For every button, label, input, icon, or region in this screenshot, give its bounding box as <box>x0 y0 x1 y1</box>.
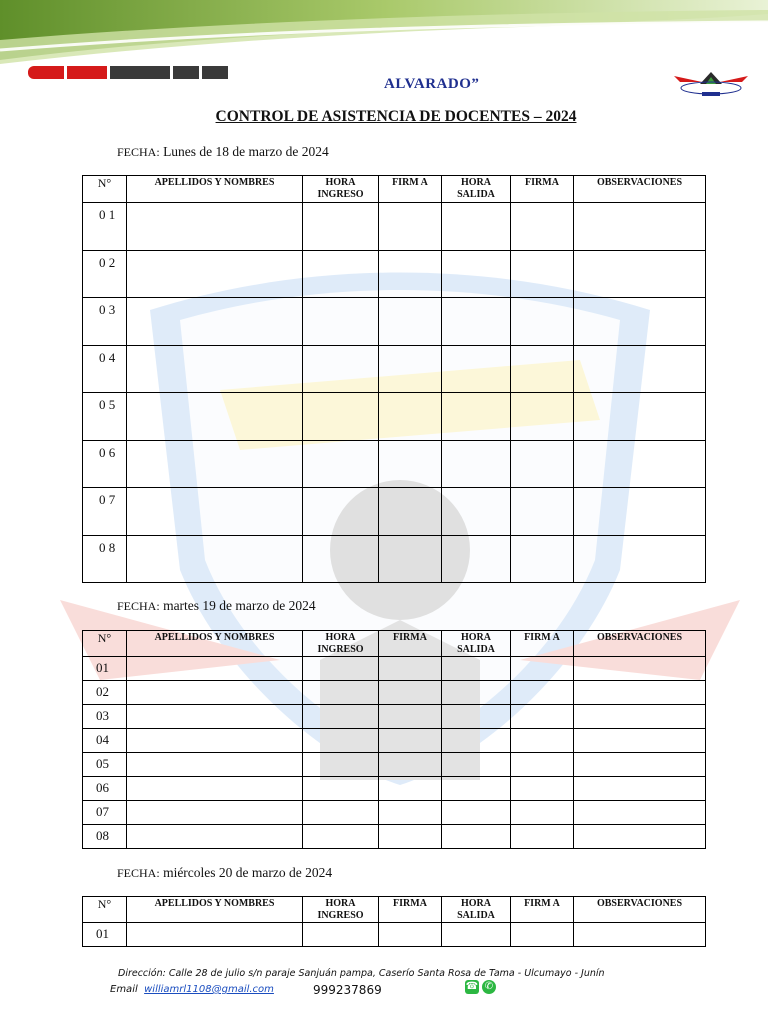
attendance-table-1 <box>82 175 706 583</box>
table-row <box>83 825 706 849</box>
row-number: 0 2 <box>83 250 127 298</box>
col-signature-in: FIRMA <box>379 897 442 923</box>
attendance-table-3 <box>82 896 706 947</box>
signature-out-cell[interactable] <box>511 488 574 536</box>
table-header-row <box>83 631 706 657</box>
row-number: 0 8 <box>83 535 127 583</box>
col-signature-in: FIRMA <box>379 631 442 657</box>
signature-in-cell[interactable] <box>379 488 442 536</box>
row-number: 0 1 <box>83 203 127 251</box>
check-in-cell[interactable] <box>303 705 379 729</box>
name-cell[interactable] <box>127 250 303 298</box>
table-row <box>83 488 706 536</box>
col-names: APELLIDOS Y NOMBRES <box>127 176 303 203</box>
col-number: N° <box>83 897 127 923</box>
signature-out-cell[interactable] <box>511 298 574 346</box>
email-link[interactable]: williamrl1108@gmail.com <box>144 984 274 995</box>
phone-icon: ☎ <box>465 981 479 992</box>
check-in-cell[interactable] <box>303 657 379 681</box>
table-row <box>83 801 706 825</box>
signature-out-cell[interactable] <box>511 801 574 825</box>
check-out-cell[interactable] <box>442 250 511 298</box>
check-in-cell[interactable] <box>303 488 379 536</box>
row-number: 08 <box>83 825 127 849</box>
fecha-label: FECHA: <box>117 599 160 613</box>
signature-out-cell[interactable] <box>511 705 574 729</box>
footer-phone: 999237869 <box>313 983 382 997</box>
fecha-line-1 <box>117 144 329 160</box>
signature-in-cell[interactable] <box>379 705 442 729</box>
signature-out-cell[interactable] <box>511 203 574 251</box>
table-row <box>83 777 706 801</box>
row-number: 0 5 <box>83 393 127 441</box>
table-row <box>83 923 706 947</box>
fecha-line-3 <box>117 865 332 881</box>
col-observations: OBSERVACIONES <box>574 631 706 657</box>
observations-cell[interactable] <box>574 681 706 705</box>
check-in-cell[interactable] <box>303 250 379 298</box>
check-in-cell[interactable] <box>303 825 379 849</box>
check-out-cell[interactable] <box>442 203 511 251</box>
signature-in-cell[interactable] <box>379 393 442 441</box>
name-cell[interactable] <box>127 825 303 849</box>
row-number: 0 6 <box>83 440 127 488</box>
footer-icons <box>465 980 496 994</box>
signature-out-cell[interactable] <box>511 535 574 583</box>
signature-out-cell[interactable] <box>511 825 574 849</box>
row-number: 04 <box>83 729 127 753</box>
observations-cell[interactable] <box>574 923 706 947</box>
table-row <box>83 657 706 681</box>
name-cell[interactable] <box>127 657 303 681</box>
row-number: 0 3 <box>83 298 127 346</box>
observations-cell[interactable] <box>574 657 706 681</box>
fecha-value: martes 19 de marzo de 2024 <box>163 598 316 613</box>
school-name: ALVARADO” <box>384 76 480 92</box>
check-in-cell[interactable] <box>303 535 379 583</box>
check-in-cell[interactable] <box>303 753 379 777</box>
name-cell[interactable] <box>127 729 303 753</box>
observations-cell[interactable] <box>574 801 706 825</box>
table-header-row <box>83 897 706 923</box>
check-out-cell[interactable] <box>442 488 511 536</box>
signature-out-cell[interactable] <box>511 440 574 488</box>
table-row <box>83 250 706 298</box>
observations-cell[interactable] <box>574 753 706 777</box>
table-row <box>83 729 706 753</box>
col-observations: OBSERVACIONES <box>574 176 706 203</box>
table-row <box>83 535 706 583</box>
check-out-cell[interactable] <box>442 729 511 753</box>
check-out-cell[interactable] <box>442 777 511 801</box>
signature-in-cell[interactable] <box>379 250 442 298</box>
col-signature-out: FIRM A <box>511 897 574 923</box>
footer-address: Dirección: Calle 28 de julio s/n paraje Sanjuán pampa, Caserío Santa Rosa de Tama - Ulcumayo - Junín <box>118 968 605 979</box>
signature-in-cell[interactable] <box>379 923 442 947</box>
row-number: 01 <box>83 923 127 947</box>
signature-out-cell[interactable] <box>511 777 574 801</box>
row-number: 0 4 <box>83 345 127 393</box>
email-label: Email <box>110 984 138 995</box>
name-cell[interactable] <box>127 923 303 947</box>
signature-in-cell[interactable] <box>379 657 442 681</box>
name-cell[interactable] <box>127 393 303 441</box>
fecha-label: FECHA: <box>117 866 160 880</box>
footer-email-line <box>110 984 274 995</box>
col-signature-out: FIRM A <box>511 631 574 657</box>
col-signature-in: FIRM A <box>379 176 442 203</box>
check-in-cell[interactable] <box>303 345 379 393</box>
row-number: 02 <box>83 681 127 705</box>
col-check-out: HORA SALIDA <box>442 897 511 923</box>
name-cell[interactable] <box>127 488 303 536</box>
table-row <box>83 345 706 393</box>
name-cell[interactable] <box>127 753 303 777</box>
check-out-cell[interactable] <box>442 298 511 346</box>
signature-out-cell[interactable] <box>511 345 574 393</box>
col-number: N° <box>83 176 127 203</box>
document-title: CONTROL DE ASISTENCIA DE DOCENTES – 2024 <box>215 108 577 125</box>
observations-cell[interactable] <box>574 250 706 298</box>
col-check-out: HORA SALIDA <box>442 176 511 203</box>
header-banner <box>0 0 768 70</box>
check-in-cell[interactable] <box>303 681 379 705</box>
check-in-cell[interactable] <box>303 729 379 753</box>
table-header-row <box>83 176 706 203</box>
name-cell[interactable] <box>127 535 303 583</box>
check-in-cell[interactable] <box>303 298 379 346</box>
observations-cell[interactable] <box>574 705 706 729</box>
observations-cell[interactable] <box>574 393 706 441</box>
check-in-cell[interactable] <box>303 440 379 488</box>
government-logo-strip <box>28 66 228 79</box>
table-row <box>83 440 706 488</box>
signature-in-cell[interactable] <box>379 825 442 849</box>
signature-out-cell[interactable] <box>511 753 574 777</box>
check-out-cell[interactable] <box>442 535 511 583</box>
signature-in-cell[interactable] <box>379 681 442 705</box>
col-check-in: HORA INGRESO <box>303 897 379 923</box>
whatsapp-icon: ✆ <box>482 980 496 994</box>
observations-cell[interactable] <box>574 203 706 251</box>
col-check-out: HORA SALIDA <box>442 631 511 657</box>
observations-cell[interactable] <box>574 440 706 488</box>
check-out-cell[interactable] <box>442 393 511 441</box>
col-names: APELLIDOS Y NOMBRES <box>127 631 303 657</box>
signature-out-cell[interactable] <box>511 729 574 753</box>
name-cell[interactable] <box>127 345 303 393</box>
fecha-value: Lunes de 18 de marzo de 2024 <box>163 144 329 159</box>
row-number: 03 <box>83 705 127 729</box>
check-in-cell[interactable] <box>303 393 379 441</box>
check-in-cell[interactable] <box>303 923 379 947</box>
name-cell[interactable] <box>127 801 303 825</box>
name-cell[interactable] <box>127 298 303 346</box>
row-number: 06 <box>83 777 127 801</box>
check-out-cell[interactable] <box>442 345 511 393</box>
row-number: 0 7 <box>83 488 127 536</box>
check-out-cell[interactable] <box>442 801 511 825</box>
check-out-cell[interactable] <box>442 440 511 488</box>
observations-cell[interactable] <box>574 488 706 536</box>
check-in-cell[interactable] <box>303 801 379 825</box>
observations-cell[interactable] <box>574 535 706 583</box>
table-row <box>83 753 706 777</box>
table-row <box>83 298 706 346</box>
signature-out-cell[interactable] <box>511 657 574 681</box>
check-out-cell[interactable] <box>442 753 511 777</box>
check-out-cell[interactable] <box>442 825 511 849</box>
name-cell[interactable] <box>127 681 303 705</box>
row-number: 07 <box>83 801 127 825</box>
col-signature-out: FIRMA <box>511 176 574 203</box>
col-observations: OBSERVACIONES <box>574 897 706 923</box>
name-cell[interactable] <box>127 705 303 729</box>
col-number: N° <box>83 631 127 657</box>
observations-cell[interactable] <box>574 298 706 346</box>
col-names: APELLIDOS Y NOMBRES <box>127 897 303 923</box>
signature-in-cell[interactable] <box>379 753 442 777</box>
observations-cell[interactable] <box>574 345 706 393</box>
col-check-in: HORA INGRESO <box>303 631 379 657</box>
table-row <box>83 393 706 441</box>
santa-rosa-logo <box>672 68 750 98</box>
signature-out-cell[interactable] <box>511 923 574 947</box>
check-out-cell[interactable] <box>442 705 511 729</box>
check-in-cell[interactable] <box>303 203 379 251</box>
signature-in-cell[interactable] <box>379 777 442 801</box>
signature-in-cell[interactable] <box>379 535 442 583</box>
name-cell[interactable] <box>127 203 303 251</box>
attendance-table-2 <box>82 630 706 849</box>
table-row <box>83 705 706 729</box>
check-in-cell[interactable] <box>303 777 379 801</box>
signature-in-cell[interactable] <box>379 298 442 346</box>
check-out-cell[interactable] <box>442 681 511 705</box>
observations-cell[interactable] <box>574 777 706 801</box>
signature-in-cell[interactable] <box>379 345 442 393</box>
signature-out-cell[interactable] <box>511 681 574 705</box>
signature-in-cell[interactable] <box>379 729 442 753</box>
row-number: 05 <box>83 753 127 777</box>
observations-cell[interactable] <box>574 825 706 849</box>
fecha-value: miércoles 20 de marzo de 2024 <box>163 865 333 880</box>
signature-out-cell[interactable] <box>511 250 574 298</box>
fecha-label: FECHA: <box>117 145 160 159</box>
check-out-cell[interactable] <box>442 657 511 681</box>
table-row <box>83 203 706 251</box>
fecha-line-2 <box>117 598 316 614</box>
check-out-cell[interactable] <box>442 923 511 947</box>
signature-out-cell[interactable] <box>511 393 574 441</box>
name-cell[interactable] <box>127 777 303 801</box>
col-check-in: HORA INGRESO <box>303 176 379 203</box>
table-row <box>83 681 706 705</box>
signature-in-cell[interactable] <box>379 203 442 251</box>
row-number: 01 <box>83 657 127 681</box>
signature-in-cell[interactable] <box>379 440 442 488</box>
signature-in-cell[interactable] <box>379 801 442 825</box>
observations-cell[interactable] <box>574 729 706 753</box>
name-cell[interactable] <box>127 440 303 488</box>
